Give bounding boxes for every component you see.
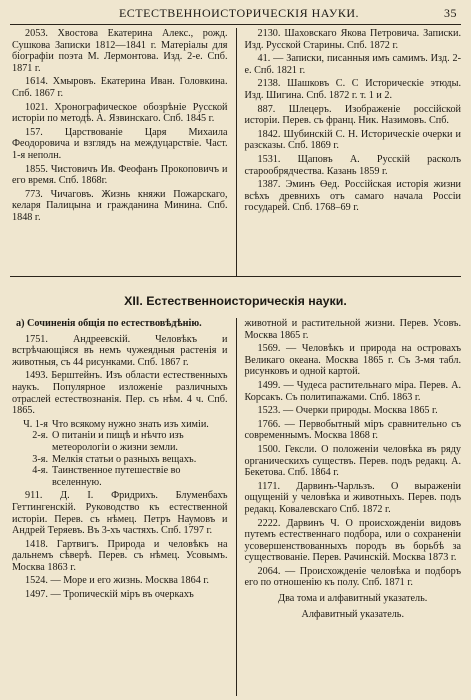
volume-number: 4-я. <box>32 465 48 477</box>
entry: 1614. Хмыровъ. Екатерина Иван. Головкина. Спб. 1867 г. <box>12 76 228 99</box>
entry: 1493. Берштейнъ. Изъ области естественныхъ наукъ. Популярное изложеніе различныхъ отраслей естествознанія. Пер. съ нѣм. 4 ч. Спб. 1865. <box>12 370 228 417</box>
entry: 1751. Андреевскій. Человѣкъ и встрѣчающіяся въ немъ чужеядныя растенія и животныя, съ 44 рисунками. Спб. 1867 г. <box>12 333 228 368</box>
entry: 2130. Шаховскаго Якова Петровича. Записки. Изд. Русской Старины. Спб. 1872 г. <box>244 28 461 51</box>
bottom-columns <box>12 318 461 696</box>
entry: 1569. — Человѣкъ и природа на островахъ Великаго океана. Москва 1865 г. Съ 3-мя табл. рисунковъ и одной картой. <box>244 343 461 378</box>
entry: 2138. Шашковъ С. С Историческіе этюды. Изд. Шигина. Спб. 1872 г. т. 1 и 2. <box>244 78 461 101</box>
volume-number: 3-я. <box>32 453 48 465</box>
volume-text: Что всякому нужно знать изъ химіи. <box>52 418 209 430</box>
closing-note: Алфавитный указатель. <box>301 608 405 620</box>
entry: 1766. — Первобытный міръ сравнительно съ современнымъ. Москва 1868 г. <box>244 418 461 442</box>
entry: 1418. Гартвигъ. Природа и человѣкъ на дальнемъ сѣверѣ. Перев. съ нѣмец. Усовымъ. Москва 1863 г. <box>12 538 228 573</box>
volume-text: Мелкія статьи о разныхъ вещахъ. <box>52 453 197 465</box>
header-rule <box>10 24 461 25</box>
bottom-left-column <box>12 318 237 696</box>
entry: 1523. — Очерки природы. Москва 1865 г. <box>257 405 438 417</box>
top-left-column <box>12 28 237 276</box>
section-rule <box>10 276 461 277</box>
entry: 1499. — Чудеса растительнаго міра. Перев. А. Корсакъ. Съ политипажами. Спб. 1863 г. <box>244 379 461 403</box>
entry: 773. Чичаговъ. Жизнь княжи Пожарскаго, келаря Палицына и гражданина Минина. Спб. 1848 г. <box>12 188 228 223</box>
subsection-heading: а) Сочиненія общія по естествовѣдѣнію. <box>16 318 202 329</box>
sub-entry <box>22 430 228 453</box>
entry: 1497. — Тропическій міръ въ очеркахъ <box>25 589 194 601</box>
page-number: 35 <box>444 6 457 20</box>
entry: 1842. Шубинскій С. Н. Историческіе очерки и разсказы. Спб. 1869 г. <box>244 128 461 152</box>
entry: 1855. Чистовичъ Ив. Феофанъ Прокоповичъ и его время. Спб. 1868г. <box>12 163 228 187</box>
section-heading: XII. Естественноисторическія науки. <box>124 294 347 308</box>
top-columns <box>12 28 461 276</box>
sub-entry <box>22 419 228 431</box>
entry: 1387. Эминъ Өед. Россійская исторія жизни всѣхъ древнихъ отъ самаго начала Россіи государей. Спб. 1768–69 г. <box>244 179 461 214</box>
entry: 2053. Хвостова Екатерина Алекс., рожд. Сушкова Записки 1812—1841 г. Матеріалы для біографіи поэта М. Лермонтова. Изд. 2-е. Спб. 1871 г. <box>12 28 228 74</box>
entry: 157. Царствованіе Царя Михаила Феодоровича и взглядъ на междуцарствіе. Част. 1-я неполн. <box>12 126 228 161</box>
entry: 2064. — Происхожденіе человѣка и подборъ его по отношенію къ полу. Спб. 1871 г. <box>244 565 461 589</box>
sub-entry <box>22 454 228 466</box>
closing-note: Два тома и алфавитный указатель. <box>278 593 428 605</box>
entry: 1021. Хронографическое обозрѣніе Русской исторіи по методѣ. А. Язвинскаго. Спб. 1845 г. <box>12 101 228 125</box>
entry: 2222. Дарвинъ Ч. О происхожденіи видовъ путемъ естественнаго подбора, или о сохраненіи усовершенствованныхъ породъ въ борьбѣ за существованіе. Перев. Рачинскій. Москва 1873 г. <box>244 517 461 564</box>
entry: 1524. — Море и его жизнь. Москва 1864 г. <box>25 575 209 587</box>
sub-entry <box>22 465 228 488</box>
running-head <box>14 6 457 21</box>
entry: 1171. Дарвинъ-Чарльзъ. О выраженіи ощущеній у человѣка и животныхъ. Перев. подъ редакц. Ковалевскаго Спб. 1872 г. <box>244 480 461 515</box>
top-right-column <box>237 28 462 276</box>
sub-entry-list <box>22 419 228 489</box>
entry: 911. Д. І. Фридрихъ. Блуменбахъ Геттингенскій. Руководство къ естественной исторіи. Перев. съ нѣмец. Петръ Наумовъ и Андрей Теряевъ. Въ 3-хъ частяхъ. Спб. 1797 г. <box>12 490 228 537</box>
volume-number: Ч. 1-я <box>23 418 48 430</box>
volume-text: Таинственное путешествіе во вселенную. <box>52 465 181 488</box>
entry: 1500. Гексли. О положеніи человѣка въ ряду органическихъ существъ. Перев. подъ редакц. А. Бекетова. Спб. 1864 г. <box>244 443 461 479</box>
running-title: ЕСТЕСТВЕННОИСТОРИЧЕСКІЯ НАУКИ. <box>118 6 360 20</box>
volume-text: О питаніи и пищѣ и нѣчто изъ метеорологіи о жизни земли. <box>52 430 184 453</box>
entry-continued: животной и растительной жизни. Перев. Усовъ. Москва 1865 г. <box>244 318 461 341</box>
entry: 41. — Записки, писанныя имъ самимъ. Изд. 2-е. Спб. 1821 г. <box>244 53 461 76</box>
entry: 887. Шлецеръ. Изображеніе россійской исторіи. Перев. съ франц. Ник. Назимовъ. Спб. <box>244 103 461 127</box>
bottom-right-column <box>237 318 462 696</box>
entry: 1531. Щаповъ А. Русскій расколъ старообрядчества. Казань 1859 г. <box>244 153 461 177</box>
volume-number: 2-я. <box>32 430 48 442</box>
